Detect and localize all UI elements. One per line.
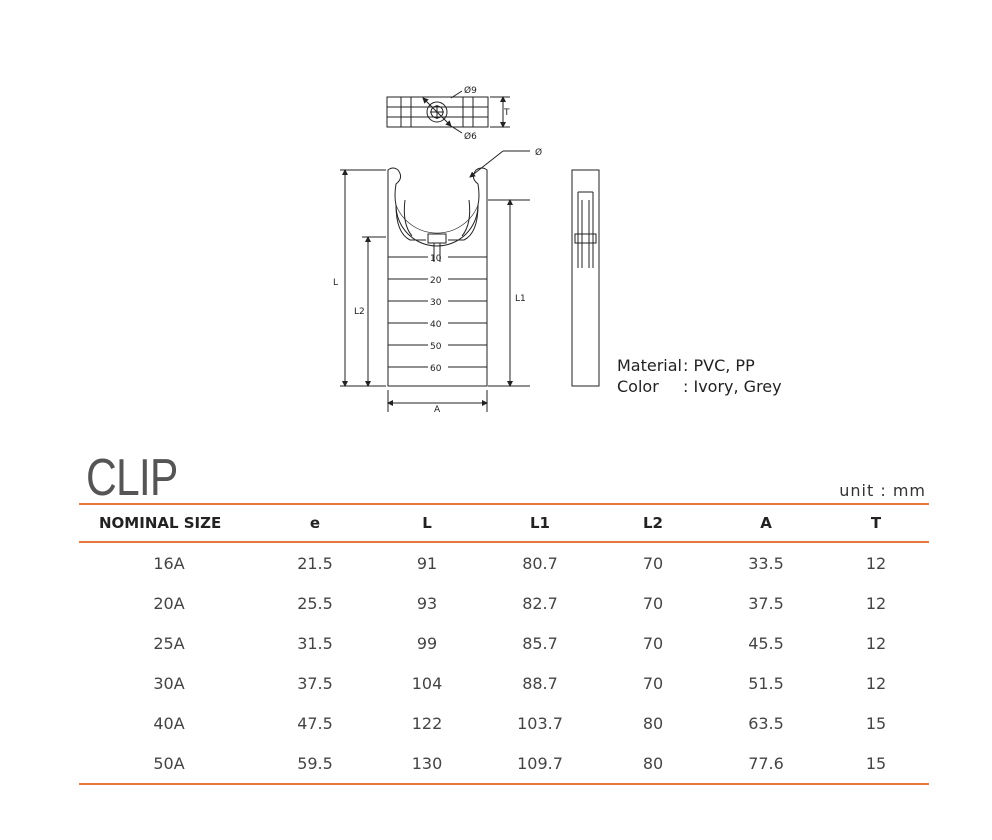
cell-a: 77.6 — [748, 753, 784, 773]
dim-l1: L1 — [515, 294, 526, 304]
spec-table — [79, 503, 929, 785]
cell-l2: 70 — [642, 633, 664, 653]
cell-t: 12 — [865, 553, 887, 573]
cell-a: 51.5 — [748, 673, 784, 693]
cell-a: 37.5 — [748, 593, 784, 613]
cell-t: 12 — [865, 673, 887, 693]
cell-t: 12 — [865, 633, 887, 653]
cell-e: 47.5 — [297, 713, 333, 733]
cell-size: 20A — [153, 593, 185, 613]
table-header-row — [79, 504, 929, 542]
cell-size: 40A — [153, 713, 185, 733]
cell-l: 130 — [411, 753, 443, 773]
cell-l: 91 — [416, 553, 438, 573]
cell-e: 59.5 — [297, 753, 333, 773]
cell-l: 122 — [411, 713, 443, 733]
cell-l1: 85.7 — [522, 633, 558, 653]
cell-l1: 80.7 — [522, 553, 558, 573]
dim-l2: L2 — [354, 307, 365, 317]
cell-e: 31.5 — [297, 633, 333, 653]
cell-e: 25.5 — [297, 593, 333, 613]
cell-l: 99 — [416, 633, 438, 653]
dim-a: A — [434, 405, 441, 415]
cell-l2: 70 — [642, 553, 664, 573]
cell-t: 12 — [865, 593, 887, 613]
col-l2: L2 — [643, 514, 663, 532]
scale-mark: 30 — [430, 298, 442, 308]
col-nominal-size: NOMINAL SIZE — [99, 514, 222, 532]
scale-mark: 20 — [430, 276, 442, 286]
page-title: CLIP — [86, 449, 178, 507]
cell-l2: 80 — [642, 713, 664, 733]
table-row — [79, 743, 929, 784]
unit-label: unit : mm — [839, 481, 926, 500]
cell-size: 30A — [153, 673, 185, 693]
cell-t: 15 — [865, 753, 887, 773]
col-l: L — [422, 514, 432, 532]
dim-l: L — [333, 278, 339, 288]
material-key: Material — [617, 356, 682, 375]
dim-t: T — [504, 108, 510, 118]
cell-size: 16A — [153, 553, 185, 573]
cell-l2: 70 — [642, 673, 664, 693]
material-row — [617, 355, 782, 376]
col-e: e — [309, 514, 321, 532]
scale-mark: 50 — [430, 342, 442, 352]
table-row — [79, 542, 929, 583]
col-a: A — [760, 514, 772, 532]
scale-mark: 40 — [430, 320, 442, 330]
cell-size: 25A — [153, 633, 185, 653]
cell-l: 93 — [416, 593, 438, 613]
dim-phi: Ø — [535, 148, 543, 158]
cell-l: 104 — [411, 673, 443, 693]
cell-l1: 103.7 — [517, 713, 563, 733]
cell-e: 21.5 — [297, 553, 333, 573]
cell-l2: 80 — [642, 753, 664, 773]
cell-size: 50A — [153, 753, 185, 773]
color-value: : Ivory, Grey — [683, 377, 782, 396]
dim-d6: Ø6 — [464, 132, 477, 142]
cell-e: 37.5 — [297, 673, 333, 693]
table-row — [79, 703, 929, 743]
top-view — [387, 91, 510, 133]
cell-a: 45.5 — [748, 633, 784, 653]
table-row — [79, 623, 929, 663]
material-value: : PVC, PP — [683, 356, 755, 375]
cell-t: 15 — [865, 713, 887, 733]
cell-a: 33.5 — [748, 553, 784, 573]
dim-d9: Ø9 — [464, 86, 477, 96]
cell-l1: 82.7 — [522, 593, 558, 613]
cell-l1: 109.7 — [517, 753, 563, 773]
spec-block — [617, 355, 782, 397]
col-t: T — [870, 514, 882, 532]
table-row — [79, 583, 929, 623]
cell-l2: 70 — [642, 593, 664, 613]
cell-l1: 88.7 — [522, 673, 558, 693]
scale-mark: 60 — [430, 364, 442, 374]
color-key: Color — [617, 377, 659, 396]
table-row — [79, 663, 929, 703]
color-row — [617, 376, 782, 397]
cell-a: 63.5 — [748, 713, 784, 733]
scale-mark: 10 — [430, 254, 442, 264]
side-view — [572, 170, 599, 386]
col-l1: L1 — [530, 514, 550, 532]
